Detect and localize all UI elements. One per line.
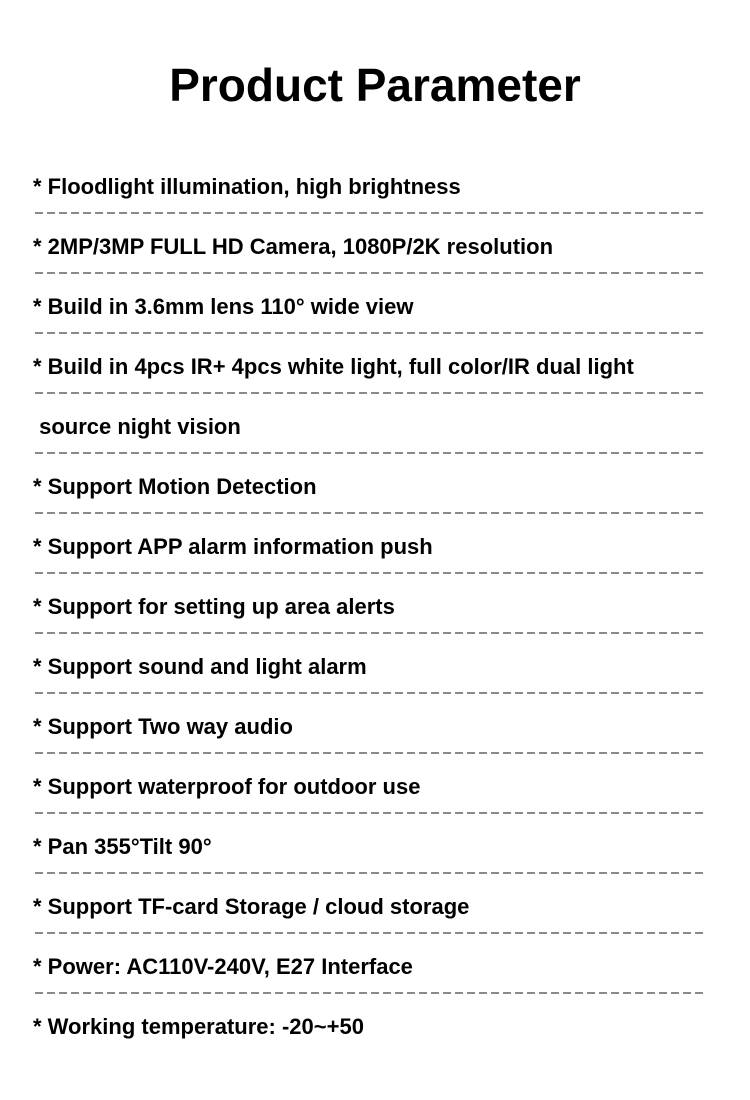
dashed-divider [35,692,705,694]
list-item [0,217,750,277]
dashed-divider [35,272,705,274]
dashed-divider [35,392,705,394]
page-title: Product Parameter [169,59,581,111]
item-text: * 2MP/3MP FULL HD Camera, 1080P/2K resolution [33,234,554,259]
list-item [0,937,750,997]
dashed-divider [35,752,705,754]
list-item [0,277,750,337]
list-item [0,517,750,577]
list-item [0,577,750,637]
item-text: * Working temperature: -20~+50 [33,1014,364,1039]
item-text: * Floodlight illumination, high brightness [33,174,461,199]
item-text: * Support Two way audio [33,714,293,739]
list-item [0,757,750,817]
list-item [0,157,750,217]
dashed-divider [35,572,705,574]
list-item [0,397,750,457]
item-text: * Support Motion Detection [33,474,317,499]
item-text: * Pan 355°Tilt 90° [33,834,212,859]
parameter-list [0,157,750,1057]
list-item [0,337,750,397]
dashed-divider [35,512,705,514]
list-item [0,817,750,877]
dashed-divider [35,992,705,994]
item-text: * Build in 3.6mm lens 110° wide view [33,294,414,319]
dashed-divider [35,872,705,874]
item-text: source night vision [33,414,241,439]
item-text: * Support waterproof for outdoor use [33,774,421,799]
item-text: * Support TF-card Storage / cloud storage [33,894,470,919]
dashed-divider [35,212,705,214]
list-item [0,457,750,517]
list-item [0,697,750,757]
dashed-divider [35,932,705,934]
item-text: * Build in 4pcs IR+ 4pcs white light, full color/IR dual light [33,354,634,379]
list-item [0,877,750,937]
dashed-divider [35,332,705,334]
dashed-divider [35,812,705,814]
item-text: * Support APP alarm information push [33,534,433,559]
dashed-divider [35,632,705,634]
item-text: * Power: AC110V-240V, E27 Interface [33,954,413,979]
item-text: * Support sound and light alarm [33,654,367,679]
list-item [0,637,750,697]
dashed-divider [35,452,705,454]
list-item [0,997,750,1057]
item-text: * Support for setting up area alerts [33,594,395,619]
